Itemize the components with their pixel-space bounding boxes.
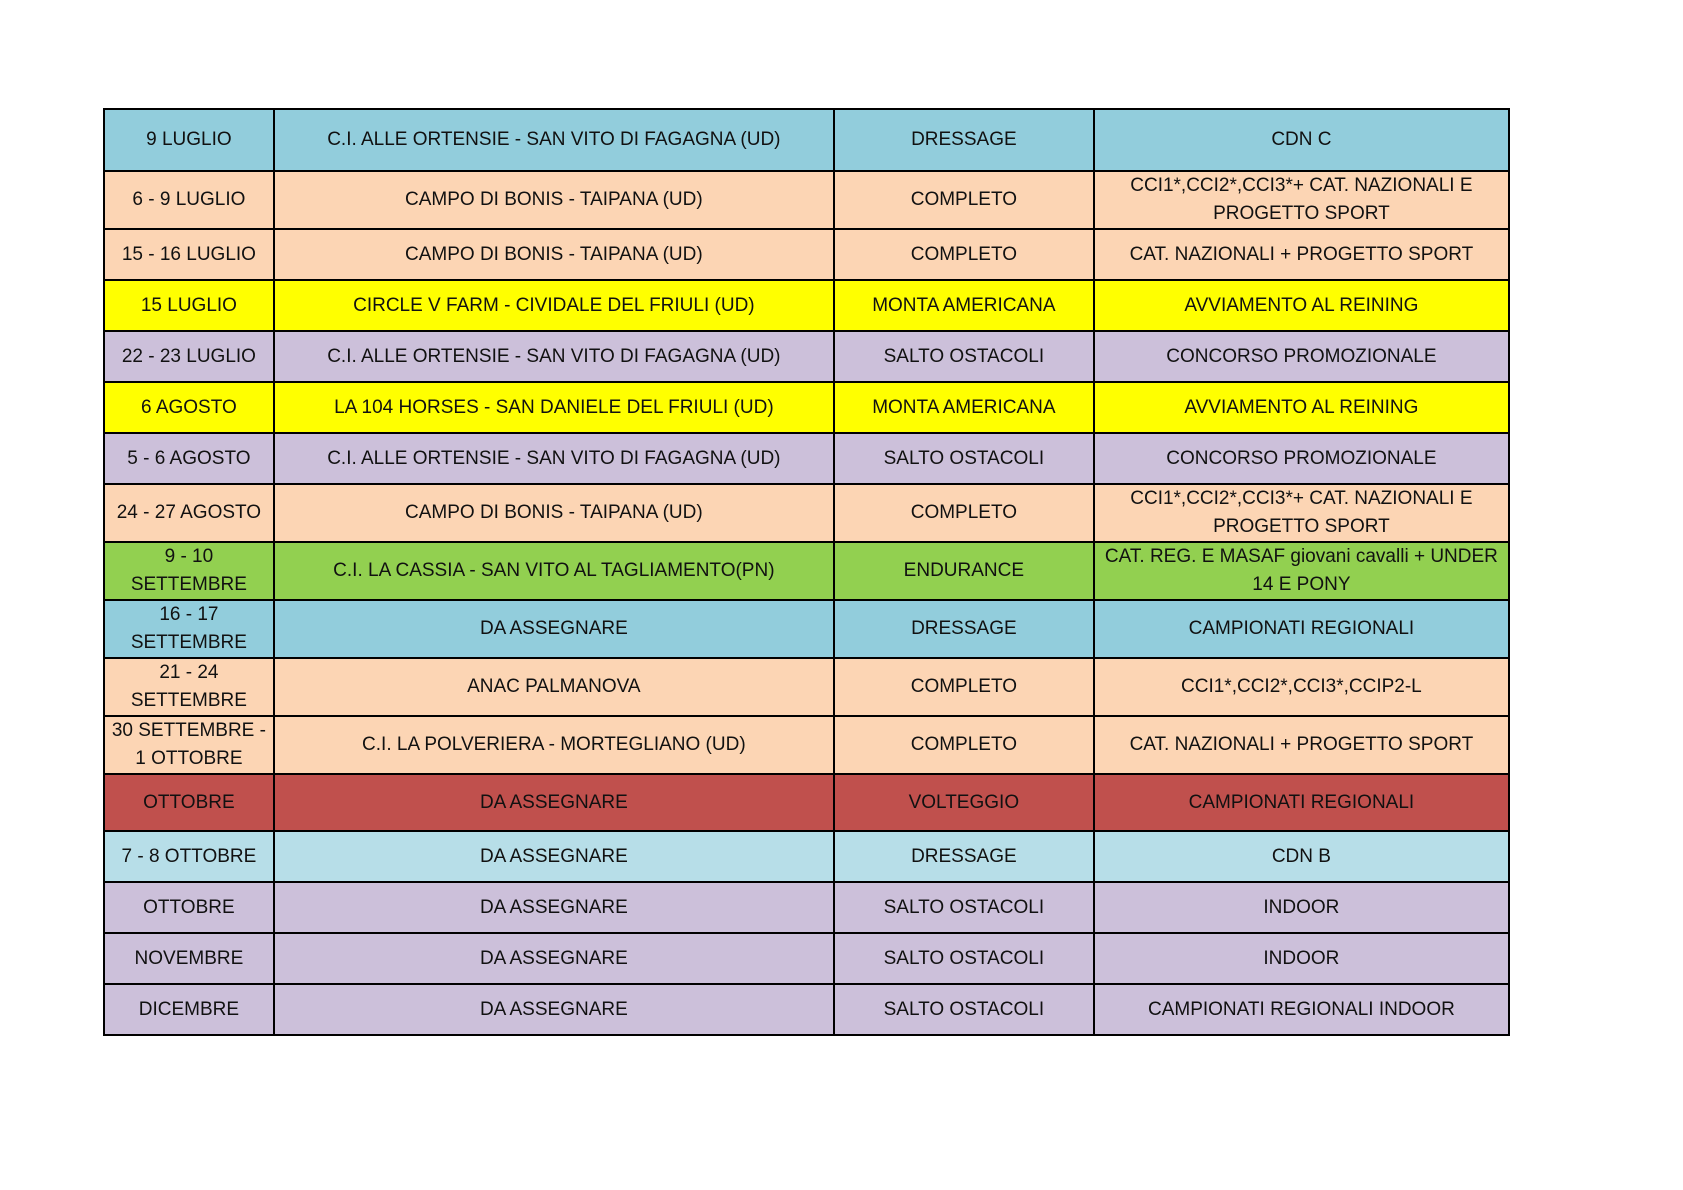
cell-category: CCI1*,CCI2*,CCI3*,CCIP2-L xyxy=(1094,658,1509,716)
table-row xyxy=(104,882,1509,933)
cell-discipline: MONTA AMERICANA xyxy=(834,382,1094,433)
cell-venue: CAMPO DI BONIS - TAIPANA (UD) xyxy=(274,484,834,542)
table-row xyxy=(104,331,1509,382)
cell-date: 16 - 17 SETTEMBRE xyxy=(104,600,274,658)
table-row xyxy=(104,542,1509,600)
cell-category: CDN B xyxy=(1094,831,1509,882)
cell-venue: LA 104 HORSES - SAN DANIELE DEL FRIULI (UD) xyxy=(274,382,834,433)
cell-category: CONCORSO PROMOZIONALE xyxy=(1094,433,1509,484)
cell-date: DICEMBRE xyxy=(104,984,274,1035)
cell-category: CAT. NAZIONALI + PROGETTO SPORT xyxy=(1094,229,1509,280)
cell-venue: C.I. ALLE ORTENSIE - SAN VITO DI FAGAGNA (UD) xyxy=(274,109,834,171)
cell-date: 7 - 8 OTTOBRE xyxy=(104,831,274,882)
cell-venue: ANAC PALMANOVA xyxy=(274,658,834,716)
cell-discipline: ENDURANCE xyxy=(834,542,1094,600)
cell-category: INDOOR xyxy=(1094,882,1509,933)
cell-venue: C.I. ALLE ORTENSIE - SAN VITO DI FAGAGNA (UD) xyxy=(274,331,834,382)
cell-venue: DA ASSEGNARE xyxy=(274,882,834,933)
table-row xyxy=(104,382,1509,433)
cell-discipline: DRESSAGE xyxy=(834,600,1094,658)
cell-category: CAMPIONATI REGIONALI xyxy=(1094,600,1509,658)
table-row xyxy=(104,600,1509,658)
table-row xyxy=(104,831,1509,882)
cell-date: 9 LUGLIO xyxy=(104,109,274,171)
cell-date: 22 - 23 LUGLIO xyxy=(104,331,274,382)
cell-discipline: DRESSAGE xyxy=(834,831,1094,882)
cell-date: 21 - 24 SETTEMBRE xyxy=(104,658,274,716)
cell-venue: DA ASSEGNARE xyxy=(274,774,834,831)
cell-category: CAT. NAZIONALI + PROGETTO SPORT xyxy=(1094,716,1509,774)
cell-venue: DA ASSEGNARE xyxy=(274,984,834,1035)
table-row xyxy=(104,433,1509,484)
cell-discipline: SALTO OSTACOLI xyxy=(834,933,1094,984)
table-row xyxy=(104,933,1509,984)
cell-date: 24 - 27 AGOSTO xyxy=(104,484,274,542)
events-calendar-table xyxy=(103,108,1510,1036)
table-row xyxy=(104,280,1509,331)
table-row xyxy=(104,109,1509,171)
cell-date: 6 AGOSTO xyxy=(104,382,274,433)
cell-venue: CAMPO DI BONIS - TAIPANA (UD) xyxy=(274,171,834,229)
cell-discipline: MONTA AMERICANA xyxy=(834,280,1094,331)
cell-category: AVVIAMENTO AL REINING xyxy=(1094,280,1509,331)
cell-discipline: SALTO OSTACOLI xyxy=(834,882,1094,933)
cell-date: 5 - 6 AGOSTO xyxy=(104,433,274,484)
table-row xyxy=(104,171,1509,229)
cell-date: OTTOBRE xyxy=(104,774,274,831)
cell-date: 15 LUGLIO xyxy=(104,280,274,331)
cell-category: CAMPIONATI REGIONALI xyxy=(1094,774,1509,831)
cell-date: 9 - 10 SETTEMBRE xyxy=(104,542,274,600)
cell-discipline: DRESSAGE xyxy=(834,109,1094,171)
cell-discipline: COMPLETO xyxy=(834,229,1094,280)
cell-discipline: VOLTEGGIO xyxy=(834,774,1094,831)
cell-date: 6 - 9 LUGLIO xyxy=(104,171,274,229)
events-table-body xyxy=(104,109,1509,1035)
table-row xyxy=(104,774,1509,831)
cell-discipline: COMPLETO xyxy=(834,171,1094,229)
cell-category: CAMPIONATI REGIONALI INDOOR xyxy=(1094,984,1509,1035)
table-row xyxy=(104,484,1509,542)
cell-category: CDN C xyxy=(1094,109,1509,171)
cell-venue: CIRCLE V FARM - CIVIDALE DEL FRIULI (UD) xyxy=(274,280,834,331)
cell-category: CAT. REG. E MASAF giovani cavalli + UNDER 14 E PONY xyxy=(1094,542,1509,600)
table-row xyxy=(104,716,1509,774)
cell-discipline: SALTO OSTACOLI xyxy=(834,984,1094,1035)
cell-discipline: SALTO OSTACOLI xyxy=(834,331,1094,382)
cell-discipline: COMPLETO xyxy=(834,716,1094,774)
cell-date: NOVEMBRE xyxy=(104,933,274,984)
cell-date: 15 - 16 LUGLIO xyxy=(104,229,274,280)
cell-venue: DA ASSEGNARE xyxy=(274,831,834,882)
cell-discipline: COMPLETO xyxy=(834,658,1094,716)
cell-venue: DA ASSEGNARE xyxy=(274,600,834,658)
cell-date: OTTOBRE xyxy=(104,882,274,933)
table-row xyxy=(104,229,1509,280)
cell-category: AVVIAMENTO AL REINING xyxy=(1094,382,1509,433)
cell-venue: C.I. LA POLVERIERA - MORTEGLIANO (UD) xyxy=(274,716,834,774)
cell-category: CCI1*,CCI2*,CCI3*+ CAT. NAZIONALI E PROGETTO SPORT xyxy=(1094,484,1509,542)
cell-venue: C.I. ALLE ORTENSIE - SAN VITO DI FAGAGNA (UD) xyxy=(274,433,834,484)
cell-date: 30 SETTEMBRE - 1 OTTOBRE xyxy=(104,716,274,774)
cell-discipline: SALTO OSTACOLI xyxy=(834,433,1094,484)
cell-discipline: COMPLETO xyxy=(834,484,1094,542)
cell-venue: C.I. LA CASSIA - SAN VITO AL TAGLIAMENTO(PN) xyxy=(274,542,834,600)
table-row xyxy=(104,984,1509,1035)
cell-venue: CAMPO DI BONIS - TAIPANA (UD) xyxy=(274,229,834,280)
cell-category: CONCORSO PROMOZIONALE xyxy=(1094,331,1509,382)
cell-category: INDOOR xyxy=(1094,933,1509,984)
cell-category: CCI1*,CCI2*,CCI3*+ CAT. NAZIONALI E PROGETTO SPORT xyxy=(1094,171,1509,229)
table-row xyxy=(104,658,1509,716)
cell-venue: DA ASSEGNARE xyxy=(274,933,834,984)
